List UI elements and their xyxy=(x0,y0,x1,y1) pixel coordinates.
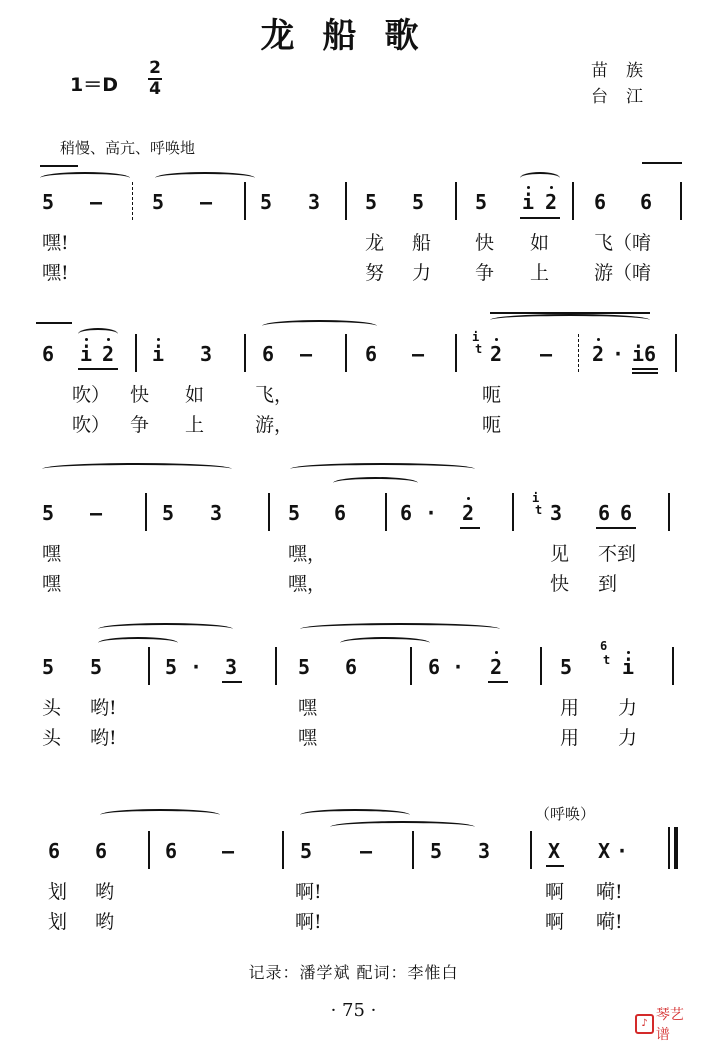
note: 6 xyxy=(428,655,441,679)
lyric: 划 xyxy=(48,911,68,933)
lyric: 啊 xyxy=(545,881,565,903)
grace-note: t xyxy=(603,653,611,667)
dash: — xyxy=(90,501,103,525)
note: 6 xyxy=(334,501,347,525)
grace-note: t xyxy=(535,503,543,517)
high-octave-dot xyxy=(157,338,160,341)
note: 5 xyxy=(42,190,55,214)
final-barline-thin xyxy=(668,827,670,869)
lyric: 啊! xyxy=(295,911,322,933)
barline xyxy=(530,831,532,869)
dash: — xyxy=(200,190,213,214)
logo-icon: ♪ xyxy=(635,1014,654,1034)
tie-arc xyxy=(300,809,410,821)
dot-marker: · xyxy=(452,655,465,679)
note: 3 xyxy=(550,501,563,525)
lyric: 头 xyxy=(42,727,62,749)
tie-arc xyxy=(490,314,650,326)
recording-credit: 记录：潘学斌 配词：李惟白 xyxy=(248,963,459,982)
note: 5 xyxy=(475,190,488,214)
lyric: 呃 xyxy=(482,384,502,406)
high-octave-dot xyxy=(495,338,498,341)
dash: — xyxy=(90,190,103,214)
barline xyxy=(282,831,284,869)
rhythm-underline xyxy=(546,865,564,867)
dot-marker: · xyxy=(190,655,203,679)
note: 6 xyxy=(345,655,358,679)
high-octave-dot xyxy=(627,651,630,654)
note: 3 xyxy=(225,655,238,679)
note: 2 xyxy=(102,342,115,366)
grace-note: t xyxy=(475,342,483,356)
lyric: 吹） xyxy=(72,384,111,406)
high-octave-dot xyxy=(527,186,530,189)
tie-arc xyxy=(330,821,475,833)
note: 2 xyxy=(490,342,503,366)
note: 6 xyxy=(400,501,413,525)
barline xyxy=(572,182,574,220)
note: 3 xyxy=(200,342,213,366)
logo-text: 琴艺谱 xyxy=(655,1007,684,1043)
lyric: 嘿， xyxy=(288,573,327,595)
lyric: 哟! xyxy=(90,727,117,749)
lyric: 嘿! xyxy=(42,262,69,284)
barline xyxy=(145,493,147,531)
note: 2 xyxy=(462,501,475,525)
lyric: 如 xyxy=(185,384,205,406)
lyric: 快 xyxy=(130,384,150,406)
note: 5 xyxy=(430,839,443,863)
tie-arc xyxy=(100,809,220,821)
lyric: 吹） xyxy=(72,414,111,436)
dash: — xyxy=(412,342,425,366)
note: 3 xyxy=(308,190,321,214)
note: 6 xyxy=(594,190,607,214)
note: i xyxy=(622,655,635,679)
note: 2 xyxy=(592,342,605,366)
barline xyxy=(455,334,457,372)
rhythm-underline xyxy=(222,681,242,683)
lyric: 嘿 xyxy=(298,727,318,749)
barline xyxy=(244,182,246,220)
grace-note: i xyxy=(472,330,480,344)
note: i xyxy=(152,342,165,366)
barline xyxy=(268,493,270,531)
lyric: 如 xyxy=(530,232,550,254)
dot-marker: · xyxy=(612,342,625,366)
lyric: 划 xyxy=(48,881,68,903)
lyric: 游（唷 xyxy=(594,262,652,284)
lyric: 用 xyxy=(560,727,580,749)
slur-arc xyxy=(520,172,560,184)
credit-line-2: 台江 xyxy=(591,87,661,107)
lyric: 嘿， xyxy=(288,543,327,565)
barline xyxy=(455,182,457,220)
tie-arc xyxy=(155,172,255,184)
note: 2 xyxy=(490,655,503,679)
high-octave-dot xyxy=(495,651,498,654)
tie-arc xyxy=(300,623,500,635)
time-sig-bottom: 4 xyxy=(149,79,161,99)
lyric: 嘿 xyxy=(298,697,318,719)
barline xyxy=(680,182,682,220)
lyric: 飞， xyxy=(255,384,294,406)
note: 5 xyxy=(560,655,573,679)
note: i6 xyxy=(632,342,657,366)
song-title: 龙船歌 xyxy=(260,16,447,56)
lyric: 哟 xyxy=(95,911,115,933)
lyric: 力 xyxy=(618,697,638,719)
lyric: 争 xyxy=(130,414,150,436)
rhythm-underline xyxy=(488,681,508,683)
note: 5 xyxy=(260,190,273,214)
time-signature xyxy=(148,60,162,98)
barline xyxy=(385,493,387,531)
note: 6 xyxy=(598,501,611,525)
lyric: 嗬! xyxy=(596,911,623,933)
barline xyxy=(540,647,542,685)
note: 6 xyxy=(365,342,378,366)
lyric: 嗬! xyxy=(596,881,623,903)
note: 5 xyxy=(152,190,165,214)
lyric: 嘿 xyxy=(42,543,62,565)
lyric: 力 xyxy=(412,262,432,284)
high-octave-dot xyxy=(85,338,88,341)
slur-arc xyxy=(98,637,178,649)
tie-arc xyxy=(98,623,233,635)
note: 3 xyxy=(478,839,491,863)
tie-arc xyxy=(42,463,232,475)
high-octave-dot xyxy=(467,497,470,500)
lyric: 嘿 xyxy=(42,573,62,595)
rhythm-underline xyxy=(520,217,560,219)
lyric: 力 xyxy=(618,727,638,749)
lyric: 上 xyxy=(530,262,550,284)
lyric: 呃 xyxy=(482,414,502,436)
lyric: 龙 xyxy=(365,232,385,254)
note: 6 xyxy=(262,342,275,366)
dash: — xyxy=(222,839,235,863)
barline xyxy=(512,493,514,531)
lyric: 上 xyxy=(185,414,205,436)
grace-note: 6 xyxy=(600,639,608,653)
grace-note: i xyxy=(532,491,540,505)
call-marking: （呼唤） xyxy=(535,805,596,823)
lyric: 头 xyxy=(42,697,62,719)
lyric: 飞（唷 xyxy=(594,232,652,254)
lyric: 嘿! xyxy=(42,232,69,254)
lyric: 见 xyxy=(550,543,570,565)
lyric: 快 xyxy=(475,232,495,254)
note: 6 xyxy=(42,342,55,366)
note: 5 xyxy=(298,655,311,679)
slur-arc xyxy=(340,637,430,649)
rhythm-underline xyxy=(632,368,658,370)
bracket-line xyxy=(40,165,78,167)
note: 5 xyxy=(412,190,425,214)
slur-arc xyxy=(78,328,118,340)
bracket-line xyxy=(642,162,682,164)
page-number: · 75 · xyxy=(330,1000,377,1021)
final-barline-thick xyxy=(674,827,678,869)
lyric: 游， xyxy=(255,414,294,436)
key-signature: 1＝D xyxy=(70,74,118,96)
dash: — xyxy=(300,342,313,366)
lyric: 快 xyxy=(550,573,570,595)
lyric: 啊 xyxy=(545,911,565,933)
credit-line-1: 苗族 xyxy=(591,61,661,81)
unpitched-note: X xyxy=(598,839,611,863)
lyric: 船 xyxy=(412,232,432,254)
barline xyxy=(672,647,674,685)
dash: — xyxy=(540,342,553,366)
note: 5 xyxy=(288,501,301,525)
barline xyxy=(135,334,137,372)
origin-credit xyxy=(591,58,661,110)
high-octave-dot xyxy=(107,338,110,341)
slur-arc xyxy=(333,477,418,489)
lyric: 努 xyxy=(365,262,385,284)
note: 6 xyxy=(620,501,633,525)
note: 2 xyxy=(545,190,558,214)
dot-marker: · xyxy=(425,501,438,525)
dashed-barline xyxy=(578,334,581,372)
barline xyxy=(275,647,277,685)
barline xyxy=(148,647,150,685)
note: i xyxy=(522,190,535,214)
barline xyxy=(244,334,246,372)
note: 3 xyxy=(210,501,223,525)
rhythm-underline xyxy=(460,527,480,529)
unpitched-note: X xyxy=(548,839,561,863)
rhythm-underline xyxy=(596,527,636,529)
note: 5 xyxy=(90,655,103,679)
high-octave-dot xyxy=(550,186,553,189)
lyric: 不到 xyxy=(598,543,637,565)
time-sig-top: 2 xyxy=(149,58,161,78)
barline xyxy=(148,831,150,869)
note: i xyxy=(80,342,93,366)
note: 6 xyxy=(48,839,61,863)
note: 5 xyxy=(365,190,378,214)
note: 5 xyxy=(162,501,175,525)
note: 5 xyxy=(42,501,55,525)
barline xyxy=(345,182,347,220)
rhythm-underline xyxy=(78,368,118,370)
lyric: 用 xyxy=(560,697,580,719)
high-octave-dot xyxy=(597,338,600,341)
dot-marker: · xyxy=(616,839,629,863)
site-logo xyxy=(635,1007,695,1043)
tie-arc xyxy=(262,320,377,332)
note: 5 xyxy=(42,655,55,679)
note: 5 xyxy=(165,655,178,679)
lyric: 哟! xyxy=(90,697,117,719)
rhythm-underline xyxy=(632,372,658,374)
barline xyxy=(668,493,670,531)
lyric: 到 xyxy=(598,573,618,595)
note: 5 xyxy=(300,839,313,863)
tie-arc xyxy=(290,463,475,475)
dashed-barline xyxy=(132,182,135,220)
barline xyxy=(410,647,412,685)
tempo-marking: 稍慢、高亢、呼唤地 xyxy=(60,139,196,157)
tie-arc xyxy=(40,172,130,184)
bracket-line xyxy=(36,322,72,324)
note: 6 xyxy=(165,839,178,863)
lyric: 啊! xyxy=(295,881,322,903)
barline xyxy=(345,334,347,372)
bracket-line xyxy=(490,312,650,314)
barline xyxy=(412,831,414,869)
dash: — xyxy=(360,839,373,863)
note: 6 xyxy=(640,190,653,214)
lyric: 哟 xyxy=(95,881,115,903)
lyric: 争 xyxy=(475,262,495,284)
note: 6 xyxy=(95,839,108,863)
barline xyxy=(675,334,677,372)
